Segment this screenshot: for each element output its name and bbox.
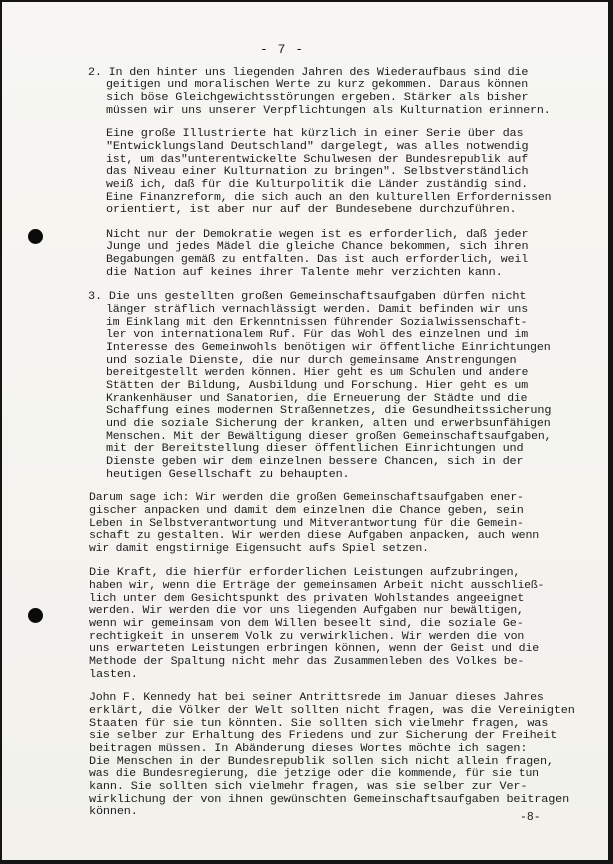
text-line: Eine Finanzreform, die sich auch an den kulturellen Erfordernissen	[106, 192, 552, 204]
text-line: sich böse Gleichgewichtsstörungen ergeben. Stärker als bisher	[106, 92, 529, 104]
text-line: kann. Sie sollten sich vielmehr fragen, was sie selber zur Ver-	[89, 781, 528, 793]
text-line: lich unter dem Gesichtspunkt des privaten Wohlstandes angeeignet	[89, 593, 525, 605]
text-line: Krankenhäuser und Sanatorien, die Erneuerung der Städte und die	[106, 393, 528, 405]
text-line: heutigen Gesellschaft zu behaupten.	[106, 469, 350, 481]
text-line: länger sträflich vernachlässigt werden. Damit befinden wir uns	[106, 304, 529, 316]
text-line: sie selber zur Erhaltung des Friedens und zur Sicherung der Freiheit	[89, 730, 558, 742]
text-line: Die Menschen in der Bundesrepublik sollen sich nicht allein fragen,	[89, 756, 554, 768]
text-line: Schaffung eines modernen Straßennetzes, die Gesundheitssicherung	[106, 405, 552, 417]
page-number: - 7 -	[260, 42, 305, 57]
text-line: rechtigkeit in unserem Volk zu verwirklichen. Wir werden die von	[89, 631, 525, 643]
text-line: "Entwicklungsland Deutschland" dargelegt, was alles notwendig	[106, 141, 529, 153]
text-line: bereitgestellt werden können. Hier geht es um Schulen und andere	[106, 367, 529, 379]
punch-hole-bottom	[28, 608, 43, 623]
text-line: Dienste geben wir dem einzelnen bessere Chancen, sich in der	[106, 456, 524, 468]
text-line: Menschen. Mit der Bewältigung dieser großen Gemeinschaftsaufgaben,	[106, 431, 552, 443]
text-line: Junge und jedes Mädel die gleiche Chance bekommen, sich ihren	[106, 241, 529, 253]
text-line: Begabungen gemäß zu entfalten. Das ist auch erforderlich, weil	[106, 254, 529, 266]
text-line: gischer anpacken und damit dem einzelnen die Chance geben, sein	[89, 505, 524, 517]
text-line: schaft zu gestalten. Wir werden diese Aufgaben anpacken, auch wenn	[89, 530, 540, 542]
text-line: weiß ich, daß für die Kulturpolitik die Länder zuständig sind.	[106, 179, 529, 191]
text-line: beitragen müssen. In Abänderung dieses Wortes möchte ich sagen:	[89, 743, 528, 755]
text-line: wirklichung der von ihnen gewünschten Gemeinschaftsaufgaben beitragen	[89, 794, 570, 806]
text-line: das Niveau einer Kulturnation zu bringen". Selbstverständlich	[106, 166, 529, 178]
text-line: ist, um das"unterentwickelte Schulwesen der Bundesrepublik auf	[106, 154, 529, 166]
text-line: orientiert, ist aber nur auf der Bundesebene durchzuführen.	[106, 204, 517, 216]
text-line: uns erwarteten Leistungen erbringen können, wenn der Geist und die	[89, 643, 540, 655]
text-line: werden. Wir werden die vor uns liegenden Aufgaben nur bewältigen,	[89, 605, 524, 617]
text-line: wir damit engstirnige Eigensucht aufs Spiel setzen.	[89, 543, 429, 555]
text-line: John F. Kennedy hat bei seiner Antrittsrede im Januar dieses Jahres	[89, 692, 544, 704]
next-page-marker: -8-	[520, 811, 541, 824]
text-line: Leben in Selbstverantwortung und Mitverantwortung für die Gemein-	[89, 518, 524, 530]
text-line: geitigen und moralischen Werte zu kurz gekommen. Daraus können	[106, 79, 529, 91]
text-line: im Einklang mit den Erkenntnissen führender Sozialwissenschaft-	[106, 317, 528, 329]
text-line: Staaten für sie tun könnten. Sie sollten sich vielmehr fragen, was	[89, 718, 549, 730]
text-line: Nicht nur der Demokratie wegen ist es erforderlich, daß jeder	[106, 229, 529, 241]
text-line: Darum sage ich: Wir werden die großen Gemeinschaftsaufgaben ener-	[89, 492, 524, 504]
text-line: erklärt, die Völker der Welt sollten nicht fragen, was die Vereinigten	[89, 705, 575, 717]
text-line: 3. Die uns gestellten großen Gemeinschaftsaufgaben dürfen nicht	[88, 291, 527, 303]
text-line: was die Bundesregierung, die jetzige oder die kommende, für sie tun	[89, 768, 539, 780]
text-line: Die Kraft, die hierfür erforderlichen Leistungen aufzubringen,	[89, 567, 521, 579]
text-line: 2. In den hinter uns liegenden Jahren des Wiederaufbaus sind die	[88, 67, 529, 79]
text-line: müssen wir uns unserer Verpflichtungen als Kulturnation erinnern.	[106, 105, 551, 117]
text-line: die Nation auf keines ihrer Talente mehr verzichten kann.	[106, 267, 503, 279]
text-line: Eine große Illustrierte hat kürzlich in einer Serie über das	[106, 128, 524, 140]
text-line: können.	[89, 806, 138, 818]
text-line: haben wir, wenn die Erträge der gemeinsamen Arbeit nicht ausschließ-	[89, 580, 545, 592]
text-line: Stätten der Bildung, Ausbildung und Forschung. Hier geht es um	[106, 380, 529, 392]
text-line: und soziale Dienste, die nur durch gemeinsame Anstrengungen	[106, 355, 517, 367]
punch-hole-top	[28, 229, 43, 244]
text-line: und die soziale Sicherung der kranken, alten und erwerbsunfähigen	[106, 418, 551, 430]
text-line: lasten.	[89, 669, 138, 681]
text-line: Interesse des Gemeinwohls benötigen wir öffentliche Einrichtungen	[106, 342, 551, 354]
text-line: ler von internationalem Ruf. Für das Wohl des einzelnen und im	[106, 329, 529, 341]
text-line: wenn wir gemeinsam von dem Willen beseelt sind, die soziale Ge-	[89, 618, 524, 630]
text-line: mit der Bereitstellung dieser öffentlichen Einrichtungen und	[106, 443, 524, 455]
text-line: Methode der Spaltung nicht mehr das Zusammenleben des Volkes be-	[89, 656, 525, 668]
